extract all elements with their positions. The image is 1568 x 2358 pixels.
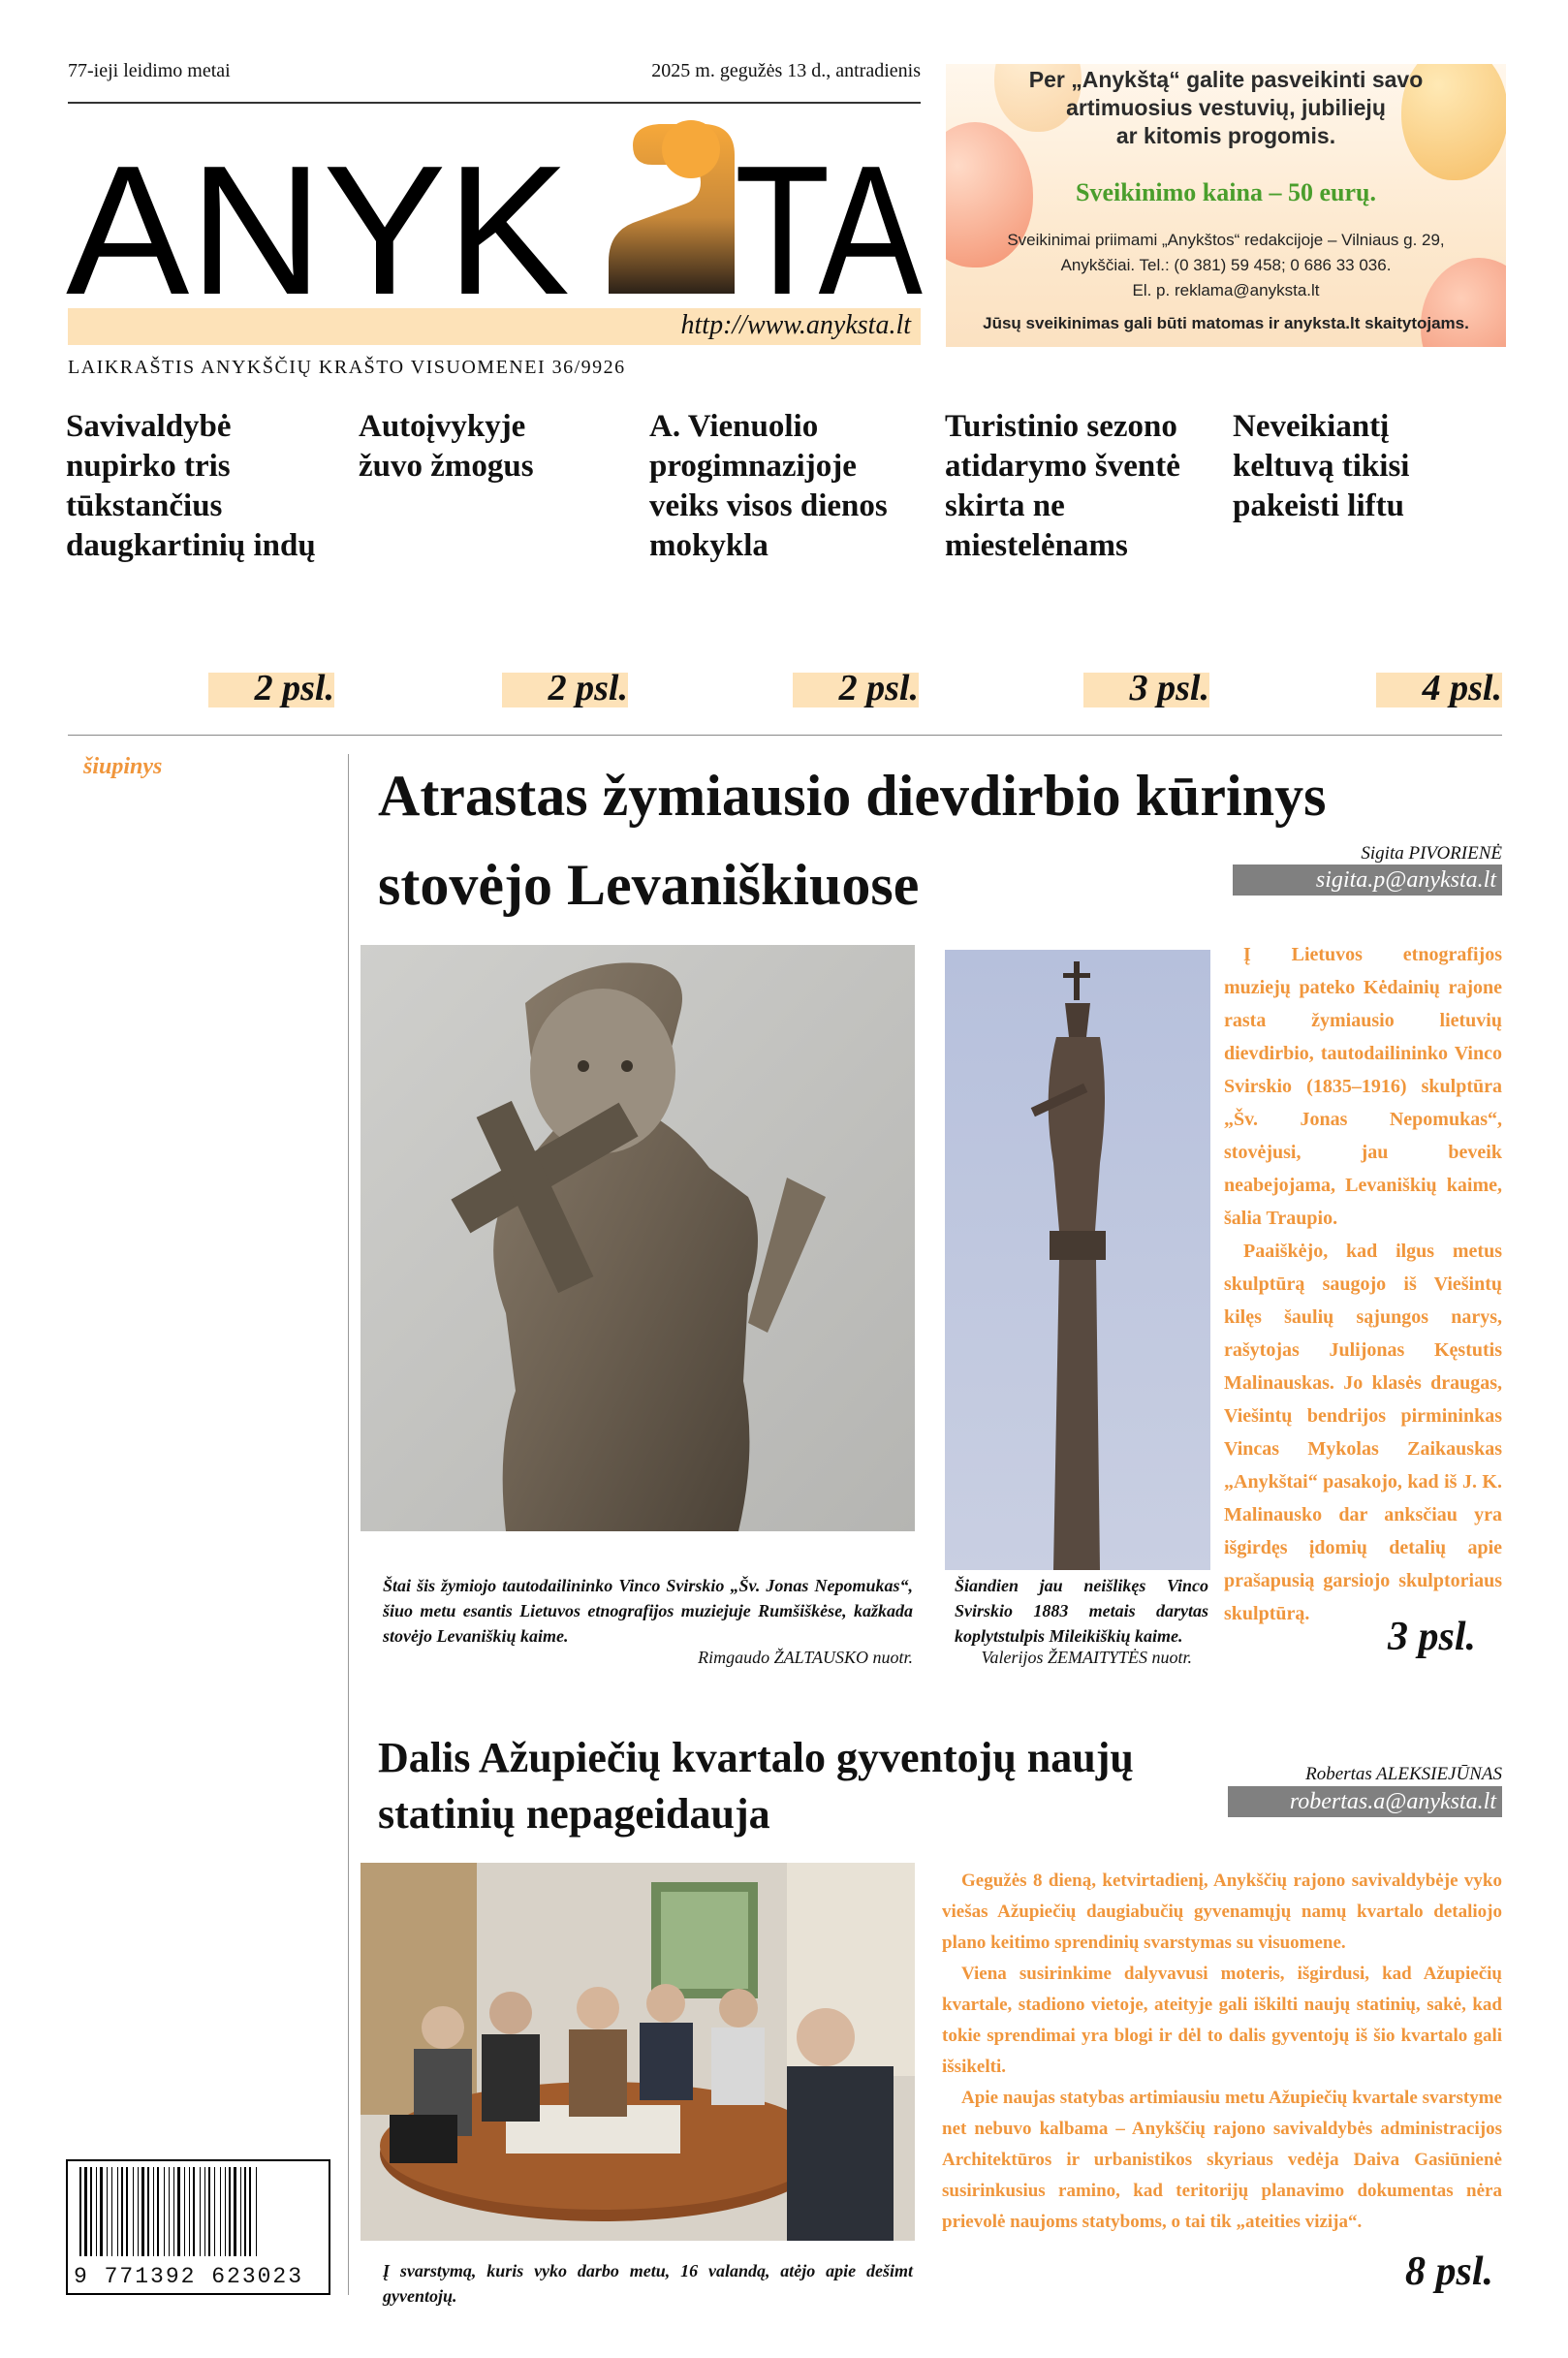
barcode-bar — [240, 2167, 241, 2256]
barcode-bar — [184, 2167, 185, 2256]
ad-line-2: artimuosius vestuvių, jubiliejų — [1066, 95, 1386, 120]
ad-footer: Jūsų sveikinimas gali būti matomas ir anyksta.lt skaitytojams. — [983, 314, 1469, 332]
barcode-bar — [256, 2167, 257, 2256]
article1-email[interactable]: sigita.p@anyksta.lt — [1233, 865, 1502, 896]
edition-label: 77-ieji leidimo metai — [68, 60, 231, 81]
barcode-bar — [111, 2167, 112, 2256]
page-reference[interactable]: 4 psl. — [1376, 673, 1502, 709]
greeting-ad[interactable] — [946, 64, 1506, 347]
barcode-bar — [244, 2167, 246, 2256]
barcode-bar — [107, 2167, 108, 2256]
teaser-headline[interactable]: Turistinio sezono atidarymo šventė skirta ne miestelėnams — [945, 409, 1180, 563]
barcode-bar — [189, 2167, 190, 2256]
svg-text:TA: TA — [735, 128, 923, 305]
barcode-bar — [225, 2167, 226, 2256]
article2-body: Gegužės 8 dieną, ketvirtadienį, Anykščių rajono savivaldybėje vyko viešas Ažupiečių daugiabučių gyvenamųjų namų kvartalo detaliojo plano keitimo sprendinių svarstymas su visuomene. Viena susirinkime dalyvavusi moteris, išgirdusi, kad Ažupiečių kvartale, stadiono vietoje, ateityje gali iškilti naujų statinių, sakė, kad tokie sprendimai yra blogi ir dėl to dalis gyventojų iš šio kvartalo gali išsikelti. Apie naujas statybas artimiausiu metu Ažupiečių kvartale svarstyme net nebuvo kalbama – Anykščių rajono savivaldybės administracijos Architektūros ir urbanistikos skyriaus vedėja Daiva Gasiūnienė susirinkusius ramino, kad teritorijų planavimo dokumentas nėra prievolė naujoms statyboms, o tai tik „ateities vizija“. — [942, 1871, 1502, 2232]
article1-headline[interactable]: Atrastas žymiausio dievdirbio kūrinys stovėjo Levaniškiuose — [378, 764, 1327, 917]
meeting-photo — [361, 1863, 915, 2241]
website-link[interactable]: http://www.anyksta.lt — [680, 310, 911, 340]
barcode-bar — [229, 2167, 231, 2256]
barcode-bar — [100, 2167, 103, 2256]
barcode-bar — [133, 2167, 134, 2256]
issue-date: 2025 m. gegužės 13 d., antradienis — [651, 60, 921, 81]
barcode-bar — [96, 2167, 97, 2256]
photo3-caption: Į svarstymą, kuris vyko darbo metu, 16 valandą, atėjo apie dešimt gyventojų. — [383, 2261, 913, 2306]
teaser-headline[interactable]: Autoįvykyje žuvo žmogus — [359, 409, 534, 484]
barcode-bar — [208, 2167, 210, 2256]
newspaper-subtitle: LAIKRAŠTIS ANYKŠČIŲ KRAŠTO VISUOMENEI 36/9926 — [68, 357, 626, 378]
ad-email[interactable]: El. p. reklama@anyksta.lt — [1132, 281, 1320, 299]
section-divider — [68, 735, 1502, 736]
barcode-bar — [117, 2167, 118, 2256]
article1-continue[interactable]: 3 psl. — [1388, 1615, 1477, 1659]
ad-info-1: Sveikinimai priimami „Anykštos“ redakcijoje – Vilniaus g. 29, — [1007, 231, 1445, 249]
article2-headline[interactable]: Dalis Ažupiečių kvartalo gyventojų naujų statinių nepageidauja — [378, 1734, 1134, 1838]
barcode-bar — [141, 2167, 144, 2256]
photo1-caption: Štai šis žymiojo tautodailininko Vinco Svirskio „Šv. Jonas Nepomukas“, šiuo metu esantis Lietuvos etnografijos muziejuje Rumšiškėse, kažkada stovėjo Levaniškių kaime. — [383, 1576, 913, 1646]
ad-info-2: Anykščiai. Tel.: (0 381) 59 458; 0 686 33 036. — [1060, 256, 1392, 274]
barcode-bar — [214, 2167, 215, 2256]
photo1-credit: Rimgaudo ŽALTAUSKO nuotr. — [698, 1648, 913, 1667]
barcode-bar — [177, 2167, 180, 2256]
page-reference[interactable]: 2 psl. — [502, 673, 628, 709]
barcode-number: 9 771392 623023 — [74, 2264, 304, 2289]
ad-line-3: ar kitomis progomis. — [1115, 123, 1336, 148]
teaser-headline[interactable]: Neveikiantį keltuvą tikisi pakeisti liftu — [1233, 409, 1410, 523]
photo2-credit: Valerijos ŽEMAITYTĖS nuotr. — [981, 1648, 1192, 1667]
masthead-divider — [68, 102, 921, 104]
barcode-bar — [193, 2167, 195, 2256]
barcode-bar — [220, 2167, 221, 2256]
barcode-bar — [157, 2167, 159, 2256]
barcode-bar — [249, 2167, 251, 2256]
teaser-headline[interactable]: Savivaldybė nupirko tris tūkstančius daugkartinių indų — [66, 409, 316, 563]
article1-body: Į Lietuvos etnografijos muziejų pateko Kėdainių rajone rasta žymiausio lietuvių dievdirbio, tautodailininko Vinco Svirskio (1835–1916) skulptūra „Šv. Jonas Nepomukas“, stovėjusi, jau beveik neabejojama, Levaniškių kaime, šalia Traupio. Paaiškėjo, kad ilgus metus skulptūrą saugojo iš Viešintų kilęs šaulių sąjungos narys, rašytojas Julijonas Kęstutis Malinauskas. Jo klasės draugas, Viešintų bendrijos pirmininkas Vincas Mykolas Zaikauskas „Anykštai“ pasakojo, kad iš J. K. Malinausko dar anksčiau yra išgirdęs įdomių detalių apie prašapusią garsiojo skulptoriaus skulptūrą. — [1224, 944, 1502, 1624]
ad-line-1: Per „Anykštą“ galite pasveikinti savo — [1028, 67, 1424, 92]
article2-email[interactable]: robertas.a@anyksta.lt — [1228, 1786, 1502, 1817]
barcode-bar — [200, 2167, 201, 2256]
sidebar-section-label: šiupinys — [83, 754, 163, 779]
article1-author: Sigita PIVORIENĖ — [1361, 843, 1502, 864]
barcode-bar — [164, 2167, 165, 2256]
barcode-bar — [84, 2167, 87, 2256]
article2-continue[interactable]: 8 psl. — [1405, 2249, 1494, 2294]
ad-price: Sveikinimo kaina – 50 eurų. — [1076, 178, 1376, 206]
page-reference[interactable]: 2 psl. — [793, 673, 919, 709]
barcode-bar — [234, 2167, 236, 2256]
barcode-bar — [90, 2167, 92, 2256]
svg-text:ANYK: ANYK — [66, 128, 570, 305]
photo2-caption: Šiandien jau neišlikęs Vinco Svirskio 1883 metais darytas koplytstulpis Mileikiškių kaime. — [955, 1576, 1208, 1646]
statue-photo — [361, 945, 915, 1531]
page-reference[interactable]: 3 psl. — [1083, 673, 1209, 709]
barcode — [66, 2159, 330, 2295]
barcode-bar — [147, 2167, 149, 2256]
barcode-bar — [121, 2167, 123, 2256]
barcode-bars — [68, 2161, 329, 2264]
barcode-bar — [169, 2167, 170, 2256]
barcode-bar — [173, 2167, 174, 2256]
newspaper-logo[interactable] — [66, 116, 923, 305]
barcode-bar — [138, 2167, 139, 2256]
column-divider — [348, 754, 349, 2295]
url-band — [68, 308, 921, 345]
barcode-bar — [126, 2167, 128, 2256]
article2-author: Robertas ALEKSIEJŪNAS — [1305, 1764, 1502, 1784]
teaser-headline[interactable]: A. Vienuolio progimnazijoje veiks visos dienos mokykla — [649, 409, 888, 563]
barcode-bar — [204, 2167, 205, 2256]
barcode-bar — [153, 2167, 154, 2256]
barcode-bar — [79, 2167, 81, 2256]
page-reference[interactable]: 2 psl. — [208, 673, 334, 709]
shrine-photo — [945, 950, 1210, 1570]
